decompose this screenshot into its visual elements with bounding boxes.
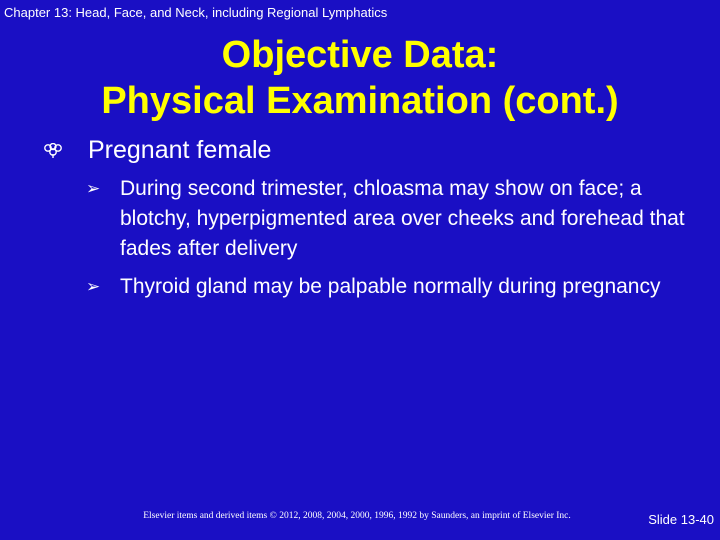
chapter-header: Chapter 13: Head, Face, and Neck, including Regional Lymphatics [4, 5, 388, 20]
slide-title-line-1: Objective Data: [221, 34, 499, 76]
sub-bullet-item [86, 174, 686, 264]
copyright-footer [0, 511, 720, 521]
sub-bullet-item [86, 272, 686, 302]
sub-bullet-text: Thyroid gland may be palpable normally during pregnancy [120, 275, 661, 298]
main-bullet-text: Pregnant female [88, 136, 272, 164]
arrow-bullet-icon: ➢ [86, 179, 101, 199]
clover-bullet-icon [42, 143, 88, 159]
slide-title-line-2: Physical Examination (cont.) [101, 80, 619, 122]
copyright-text: Elsevier items and derived items © 2012, 2008, 2004, 2000, 1996, 1992 by Saunders, an imprint of Elsevier Inc. [143, 511, 571, 521]
arrow-bullet-icon: ➢ [86, 277, 101, 297]
sub-bullet-list [86, 174, 686, 310]
slide-number: Slide 13-40 [648, 512, 714, 527]
main-bullet [42, 136, 271, 165]
sub-bullet-text: During second trimester, chloasma may show on face; a blotchy, hyperpigmented area over cheeks and forehead that fades after delivery [120, 177, 685, 260]
